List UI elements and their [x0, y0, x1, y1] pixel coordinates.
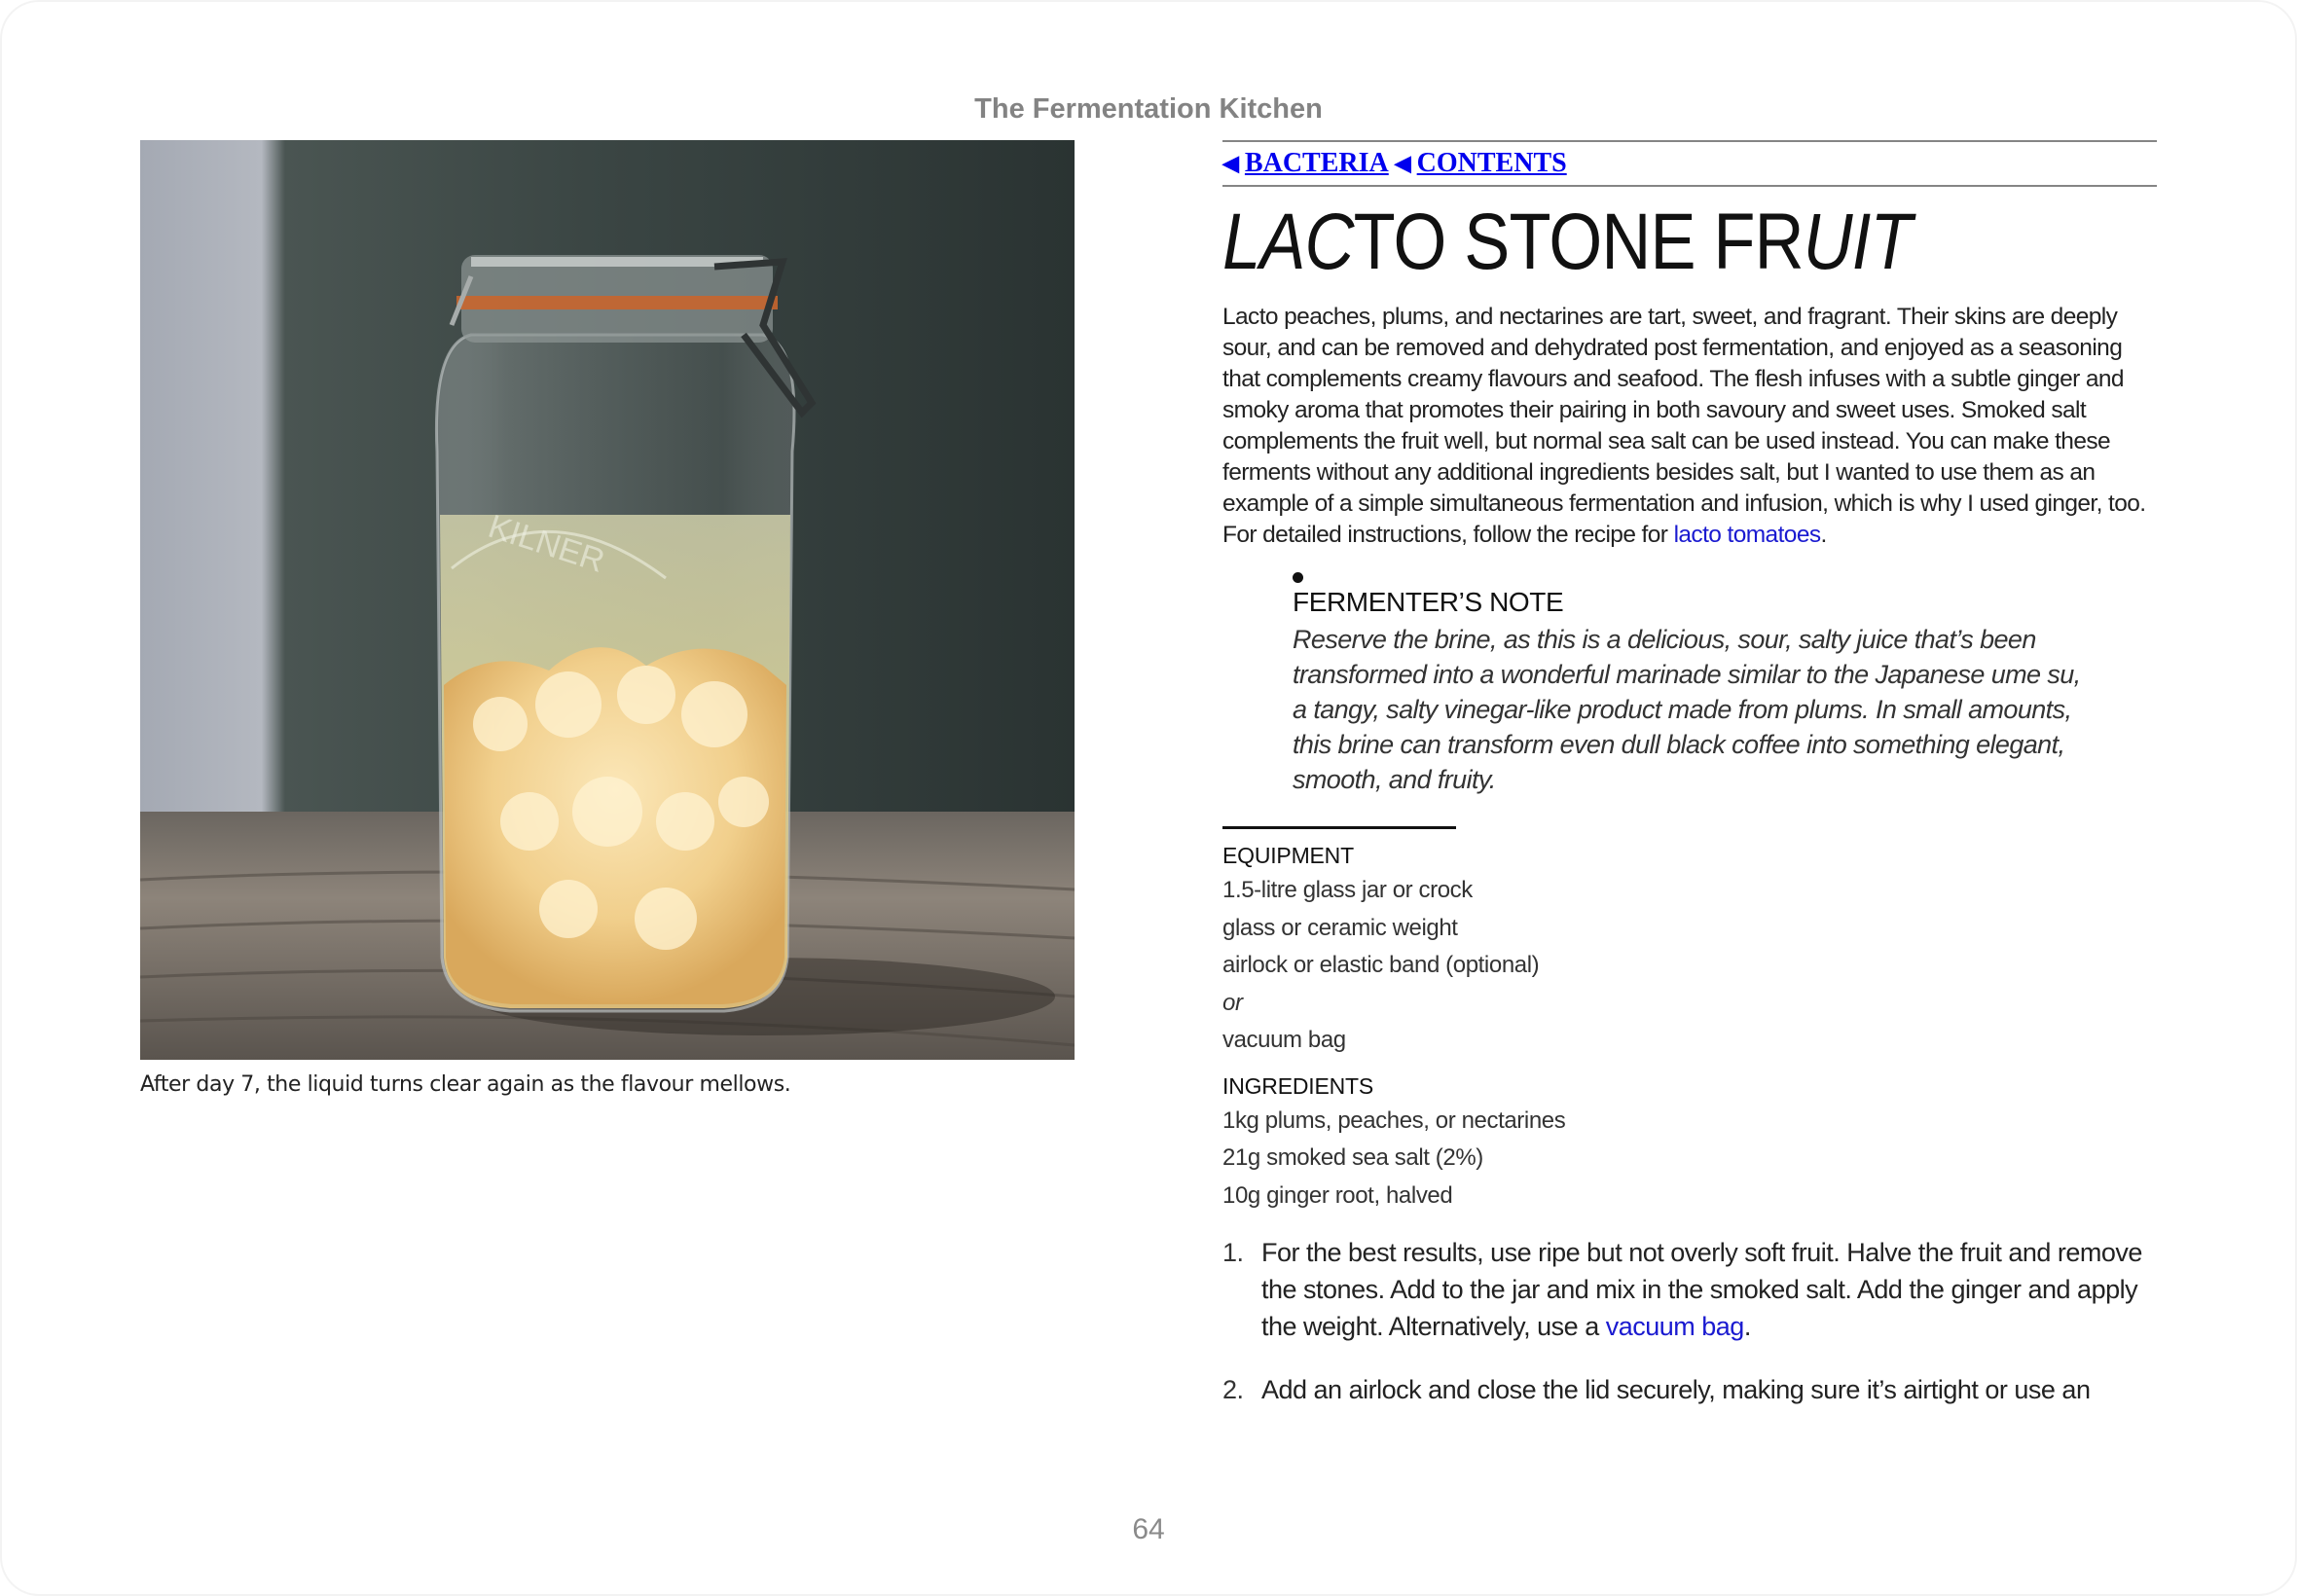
intro-end: . — [1820, 522, 1827, 548]
equipment-heading: EQUIPMENT — [1222, 843, 1354, 868]
nav-link-bacteria[interactable]: BACTERIA — [1244, 148, 1389, 178]
recipe-title — [1222, 199, 2026, 286]
step-number: 1. — [1222, 1238, 1244, 1267]
lacto-tomatoes-link[interactable]: lacto tomatoes — [1673, 522, 1821, 548]
jar-logo-text: KILNER — [484, 507, 609, 580]
title-part: UIT — [1803, 198, 1912, 286]
ingredient-item: 10g ginger root, halved — [1222, 1181, 1453, 1209]
vacuum-bag-link[interactable]: vacuum bag — [1605, 1312, 1744, 1341]
ingredient-item: 1kg plums, peaches, or nectarines — [1222, 1106, 1566, 1134]
intro-paragraph — [1222, 302, 2157, 551]
step-text: Add an airlock and close the lid securely, making sure it’s airtight or use an — [1261, 1375, 2091, 1404]
step-number: 2. — [1222, 1375, 1244, 1404]
left-triangle-icon: ◀ — [1222, 151, 1239, 175]
equipment-item-or: or — [1222, 989, 1243, 1016]
note-text: Reserve the brine, as this is a delicious, sour, salty juice that’s been transformed into a wonderful marinade similar to the Japanese ume su, a tangy, salty vinegar-like product made from plums. In small amounts, this brine can transform even dull black coffee into something elegant, smooth, and fruity. — [1293, 625, 2081, 794]
recipe-page — [1222, 140, 2157, 1434]
method-steps — [1222, 1234, 2157, 1408]
kilner-jar-photo — [140, 140, 1075, 1060]
breadcrumb-nav — [1222, 142, 2157, 185]
equipment-item: glass or ceramic weight — [1222, 914, 1458, 941]
page-number: 64 — [1132, 1513, 1165, 1545]
step-body: For the best results, use ripe but not overly soft fruit. Halve the fruit and remove the stones. Add to the jar and mix in the smoked salt. Add the ginger and apply the weight. Alternatively, use a — [1261, 1238, 2142, 1341]
step-item — [1222, 1234, 2157, 1345]
ingredients-list — [1222, 1103, 2157, 1215]
title-part: LAC — [1222, 198, 1354, 286]
photo-caption: After day 7, the liquid turns clear again as the flavour mellows. — [140, 1072, 791, 1097]
step-text — [1261, 1234, 2157, 1345]
equipment-item: 1.5-litre glass jar or crock — [1222, 877, 1473, 903]
nav-bottom-rule — [1222, 185, 2157, 187]
step-end: . — [1743, 1312, 1751, 1341]
ingredients-heading: INGREDIENTS — [1222, 1072, 1373, 1099]
ingredient-item: 21g smoked sea salt (2%) — [1222, 1144, 1483, 1171]
section-divider — [1222, 826, 1456, 829]
nav-link-contents[interactable]: CONTENTS — [1416, 148, 1567, 178]
equipment-list — [1222, 872, 2157, 1060]
equipment-item: vacuum bag — [1222, 1027, 1346, 1053]
bullet-icon — [1293, 572, 1303, 583]
intro-text: Lacto peaches, plums, and nectarines are tart, sweet, and fragrant. Their skins are deeply sour, and can be removed and dehydrated post fermentation, and enjoyed as a seasoning that complements creamy flavours and seafood. The flesh infuses with a subtle ginger and smoky aroma that promotes their pairing in both savoury and sweet uses. Smoked salt complements the fruit well, but normal sea salt can be used instead. You can make these ferments without any additional ingredients besides salt, but I wanted to use them as an example of a simple simultaneous fermentation and infusion, which is why I used ginger, too. For detailed instructions, follow the recipe for — [1222, 304, 2146, 548]
note-heading: FERMENTER’S NOTE — [1293, 587, 1564, 617]
step-item — [1222, 1371, 2157, 1408]
equipment-item: airlock or elastic band (optional) — [1222, 952, 1540, 978]
jar-photo-illustration — [140, 140, 1075, 1060]
book-title: The Fermentation Kitchen — [974, 93, 1323, 125]
title-part: TO STONE FR — [1353, 198, 1804, 286]
left-triangle-icon: ◀ — [1394, 151, 1411, 175]
fermenters-note — [1293, 572, 2091, 797]
